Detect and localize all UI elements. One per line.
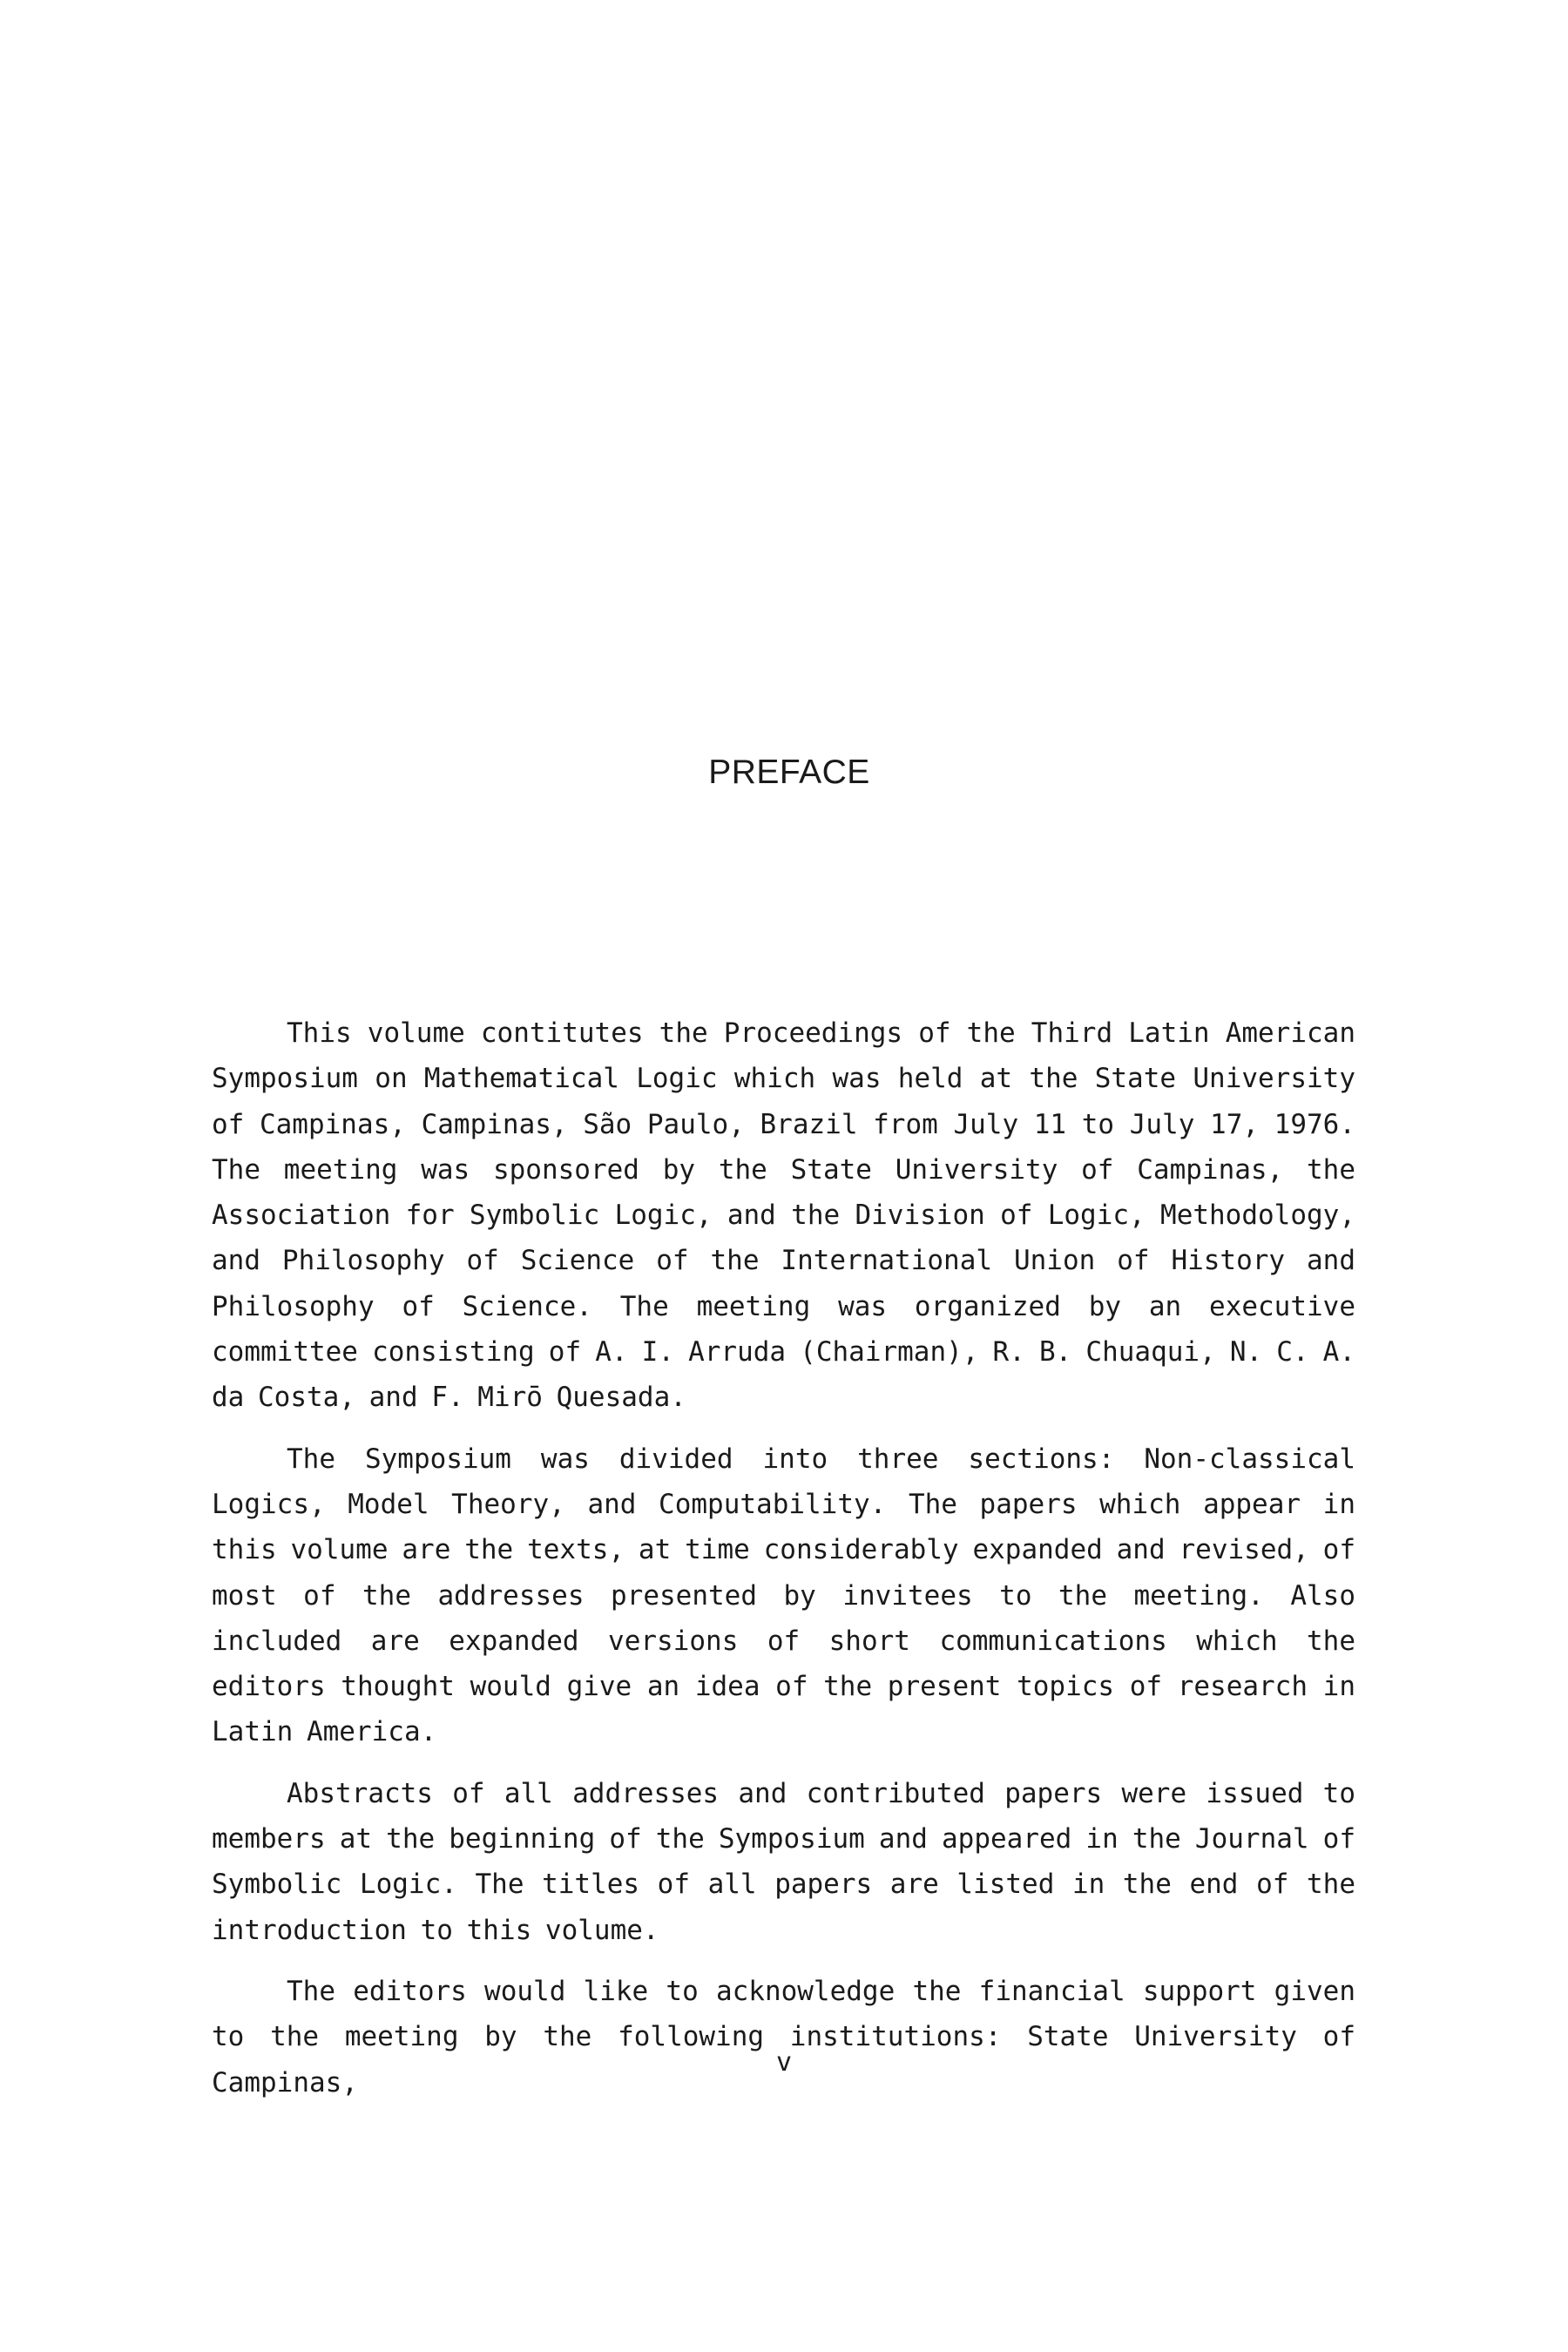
paragraph-acknowledgements: The editors would like to acknowledge the financial support given to the meeting by the following institutions: State University of Campinas, bbox=[212, 1975, 1355, 2099]
paragraph-proceedings: This volume contitutes the Proceedings of the Third Latin American Symposium on Mathematical Logic which was held at the State University of Campinas, Campinas, São Paulo, Brazil from July 11 to July 17, 1976. The meeting was sponsored by the State University of Campinas, the Association for Symbolic Logic, and the Division of Logic, Methodology, and Philosophy of Science of the International Union of History and Philosophy of Science. The meeting was organized by an executive committee consisting of A. I. Arruda (Chairman), R. B. Chuaqui, N. C. A. da Costa, and F. Mirō Quesada. bbox=[212, 1017, 1355, 1414]
paragraph-sections: The Symposium was divided into three sections: Non-classical Logics, Model Theory, and Computability. The papers which appear in this volume are the texts, at time considerably expanded and revised, of most of the addresses presented by invitees to the meeting. Also included are expanded versions of short communications which the editors thought would give an idea of the present topics of research in Latin America. bbox=[212, 1443, 1355, 1748]
page-number: v bbox=[775, 2047, 793, 2078]
paragraph-abstracts: Abstracts of all addresses and contributed papers were issued to members at the beginning of the Symposium and appeared in the Journal of Symbolic Logic. The titles of all papers are listed in the end of the introduction to this volume. bbox=[212, 1777, 1355, 1946]
preface-body bbox=[212, 1010, 1355, 2121]
page-title: PREFACE bbox=[708, 754, 870, 791]
